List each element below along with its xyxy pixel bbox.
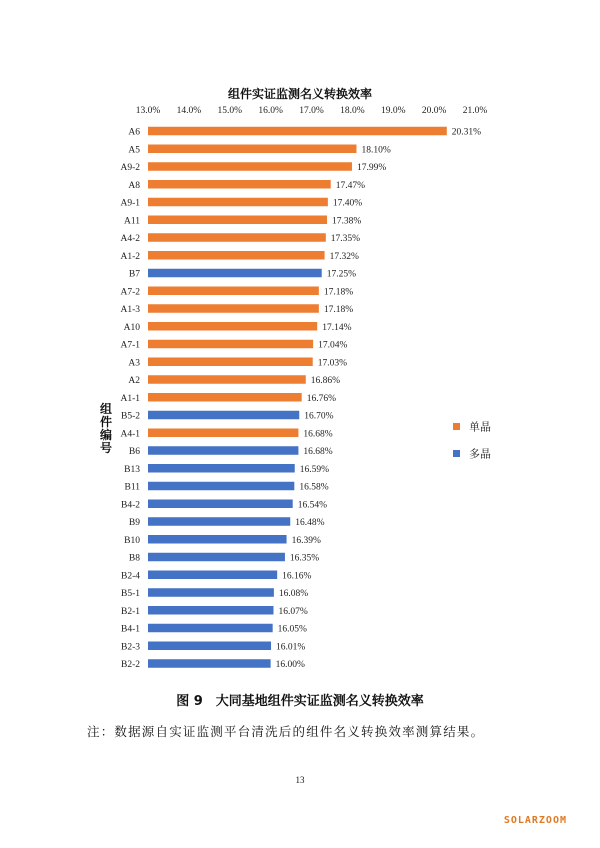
value-label: 16.59%	[299, 464, 330, 475]
value-label: 16.05%	[277, 624, 307, 635]
category-label: B5-2	[121, 411, 140, 422]
bar	[148, 659, 271, 668]
value-label: 17.99%	[356, 163, 387, 173]
bar-group	[148, 127, 447, 668]
category-label: B10	[124, 535, 140, 546]
bar	[148, 482, 294, 491]
x-tick-label: 15.0%	[217, 106, 243, 116]
category-label: A1-2	[120, 251, 140, 262]
value-label: 20.31%	[451, 127, 482, 138]
bar	[148, 216, 327, 225]
value-label: 16.48%	[295, 518, 325, 528]
bar	[148, 145, 356, 154]
bar	[148, 571, 277, 580]
bar	[148, 180, 331, 189]
category-label: A3	[128, 358, 140, 369]
value-label: 17.32%	[329, 251, 359, 262]
bar	[148, 464, 295, 473]
category-label: B13	[124, 464, 140, 475]
bar	[148, 375, 306, 384]
category-label: B2-2	[121, 660, 140, 670]
bar	[148, 251, 325, 260]
bar	[148, 340, 313, 349]
value-label: 16.86%	[310, 376, 341, 386]
value-label: 16.76%	[306, 393, 336, 404]
bar	[148, 624, 273, 633]
x-tick-label: 16.0%	[258, 106, 283, 116]
value-label: 17.14%	[322, 322, 352, 333]
bar	[148, 500, 293, 509]
legend-swatch	[453, 423, 460, 430]
bar	[148, 269, 322, 278]
bar	[148, 127, 447, 136]
bar	[148, 588, 274, 597]
x-axis-tick-labels	[136, 106, 488, 116]
category-label: B4-1	[121, 624, 140, 635]
legend-label: 单晶	[469, 420, 491, 434]
value-label: 16.07%	[278, 606, 308, 617]
figure-note: 注：数据源自实证监测平台清洗后的组件名义转换效率测算结果。	[87, 724, 485, 739]
bar	[148, 304, 319, 313]
bar	[148, 233, 326, 242]
value-label: 16.08%	[278, 589, 309, 599]
category-label: A5	[128, 145, 140, 156]
category-label: A10	[123, 322, 140, 333]
bar	[148, 162, 352, 171]
value-label: 18.10%	[361, 145, 391, 156]
bar	[148, 322, 317, 331]
value-label: 16.16%	[282, 571, 312, 582]
value-label: 16.39%	[291, 535, 321, 546]
value-label: 17.03%	[317, 358, 348, 369]
bar	[148, 517, 290, 526]
category-label: A1-1	[120, 393, 140, 404]
value-label: 16.35%	[289, 553, 320, 564]
legend	[453, 421, 491, 461]
category-label: A7-2	[120, 287, 140, 298]
category-label: B8	[128, 553, 140, 564]
value-label: 16.70%	[304, 411, 334, 422]
value-label: 17.47%	[335, 180, 366, 191]
bar	[148, 393, 302, 402]
bar	[148, 287, 319, 296]
category-label: A2	[128, 376, 140, 386]
x-tick-label: 13.0%	[135, 106, 161, 116]
x-tick-label: 14.0%	[176, 106, 202, 116]
category-label: A8	[128, 180, 140, 191]
bar	[148, 642, 271, 651]
category-label: A6	[128, 127, 140, 138]
value-label: 16.58%	[299, 482, 329, 493]
figure-caption: 图 9 大同基地组件实证监测名义转换效率	[176, 694, 424, 709]
bar	[148, 446, 298, 455]
value-label: 17.40%	[332, 198, 363, 209]
x-tick-label: 18.0%	[340, 106, 365, 116]
category-label: A11	[123, 216, 140, 227]
bar	[148, 358, 313, 367]
category-label: A4-2	[120, 234, 140, 244]
x-tick-label: 20.0%	[421, 106, 447, 116]
x-tick-label: 21.0%	[462, 106, 488, 116]
category-label: A9-2	[120, 163, 140, 173]
category-label: A1-3	[120, 305, 140, 315]
value-label: 17.04%	[318, 340, 348, 351]
page-number: 13	[295, 775, 305, 785]
value-label: 16.01%	[276, 642, 306, 653]
category-label: B7	[128, 269, 140, 280]
bar	[148, 411, 299, 420]
bar	[148, 606, 273, 615]
value-label: 16.54%	[297, 500, 327, 511]
y-axis-category-labels	[120, 128, 140, 671]
category-label: B5-1	[121, 589, 140, 599]
category-label: B6	[128, 447, 140, 457]
value-label: 17.35%	[330, 234, 361, 244]
category-label: B11	[124, 482, 140, 493]
value-label: 17.18%	[323, 305, 354, 315]
y-axis-title: 组件编号	[99, 402, 113, 455]
x-tick-label: 17.0%	[299, 106, 324, 116]
category-label: B2-1	[121, 606, 140, 617]
category-label: A9-1	[120, 198, 140, 209]
value-label: 16.00%	[275, 660, 305, 670]
brand-watermark: SOLARZOOM	[503, 815, 567, 826]
value-label: 17.25%	[326, 269, 357, 280]
value-label: 16.68%	[303, 429, 333, 440]
category-label: B9	[128, 518, 140, 528]
legend-label: 多晶	[469, 447, 491, 461]
bar	[148, 429, 298, 438]
bar	[148, 553, 285, 562]
bar	[148, 198, 328, 207]
chart-title: 组件实证监测名义转换效率	[227, 87, 373, 101]
value-label: 17.18%	[323, 287, 354, 298]
data-labels	[276, 128, 482, 671]
category-label: B4-2	[121, 500, 140, 511]
category-label: B2-4	[121, 571, 140, 582]
category-label: B2-3	[121, 642, 140, 653]
category-label: A7-1	[120, 340, 140, 351]
legend-swatch	[453, 450, 460, 457]
bar	[148, 535, 287, 544]
category-label: A4-1	[120, 429, 140, 440]
value-label: 16.68%	[303, 447, 333, 457]
value-label: 17.38%	[332, 216, 362, 227]
x-tick-label: 19.0%	[380, 106, 406, 116]
